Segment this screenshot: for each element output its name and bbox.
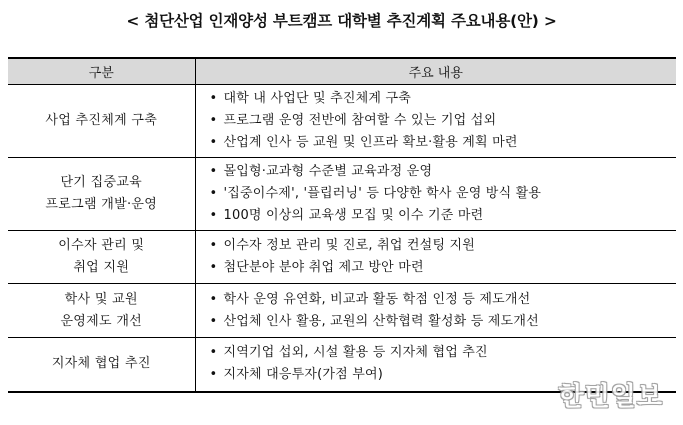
bullet-icon: • [209, 313, 218, 329]
list-item [210, 161, 677, 183]
category-line: 프로그램 개발·운영 [45, 197, 158, 212]
row-category [8, 284, 195, 338]
list-item [210, 235, 677, 257]
row-category [8, 338, 195, 392]
item-text: '집중이수제', '플립러닝' 등 다양한 학사 운영 방식 활용 [223, 186, 542, 201]
item-text: 학사 운영 유연화, 비교과 활동 학점 인정 등 제도개선 [223, 291, 531, 307]
list-item [210, 205, 677, 227]
bullet-icon: • [209, 260, 218, 275]
category-line: 사업 추진체계 구축 [45, 113, 158, 128]
bullet-icon: • [209, 164, 218, 179]
list-item [210, 311, 677, 333]
row-items [195, 158, 676, 231]
header-content: 주요 내용 [195, 58, 676, 85]
bullet-icon: • [209, 345, 218, 361]
bullet-icon: • [209, 208, 218, 223]
header-category: 구분 [8, 58, 195, 85]
bullet-icon: • [209, 291, 218, 307]
bullet-icon: • [209, 186, 218, 201]
row-items [195, 85, 676, 158]
item-text: 프로그램 운영 전반에 참여할 수 있는 기업 섭외 [223, 113, 497, 128]
row-category [8, 85, 195, 158]
bullet-icon: • [209, 113, 218, 128]
table-row [8, 284, 676, 338]
category-line: 취업 지원 [73, 260, 130, 275]
list-item [210, 183, 677, 205]
document-title: < 첨단산업 인재양성 부트캠프 대학별 추진계획 주요내용(안) > [126, 12, 557, 30]
item-text: 몰입형·교과형 수준별 교육과정 운영 [223, 164, 433, 179]
item-text: 100명 이상의 교육생 모집 및 이수 기준 마련 [223, 208, 484, 223]
row-category [8, 231, 195, 284]
row-category [8, 158, 195, 231]
row-items [195, 231, 676, 284]
list-item [210, 88, 677, 110]
category-line: 단기 집중교육 [60, 175, 143, 190]
table-row [8, 85, 676, 158]
list-item [210, 289, 677, 311]
category-line: 이수자 관리 및 [58, 238, 145, 253]
list-item [210, 110, 677, 132]
item-text: 첨단분야 분야 취업 제고 방안 마련 [223, 260, 424, 275]
table-row [8, 158, 676, 231]
item-text: 산업계 인사 등 교원 및 인프라 확보·활용 계획 마련 [223, 135, 518, 150]
bullet-icon: • [209, 91, 218, 106]
item-text: 지자체 대응투자(가점 부여) [223, 367, 384, 383]
watermark-logo: 한민일보 [558, 382, 663, 412]
plan-table [8, 57, 676, 393]
bullet-icon: • [209, 135, 218, 150]
table-header-row [8, 58, 676, 85]
bullet-icon: • [209, 238, 218, 253]
category-line: 운영제도 개선 [60, 313, 143, 329]
item-text: 대학 내 사업단 및 추진체계 구축 [223, 91, 412, 106]
list-item [210, 132, 677, 154]
table-row [8, 231, 676, 284]
list-item [210, 257, 677, 279]
list-item [210, 342, 677, 364]
item-text: 산업체 인사 활용, 교원의 산학협력 활성화 등 제도개선 [223, 313, 539, 329]
item-text: 이수자 정보 관리 및 진로, 취업 컨설팅 지원 [223, 238, 476, 253]
category-line: 학사 및 교원 [64, 291, 138, 307]
item-text: 지역기업 섭외, 시설 활용 등 지자체 협업 추진 [223, 345, 488, 361]
category-line: 지자체 협업 추진 [51, 356, 151, 372]
row-items [195, 284, 676, 338]
bullet-icon: • [209, 367, 218, 383]
